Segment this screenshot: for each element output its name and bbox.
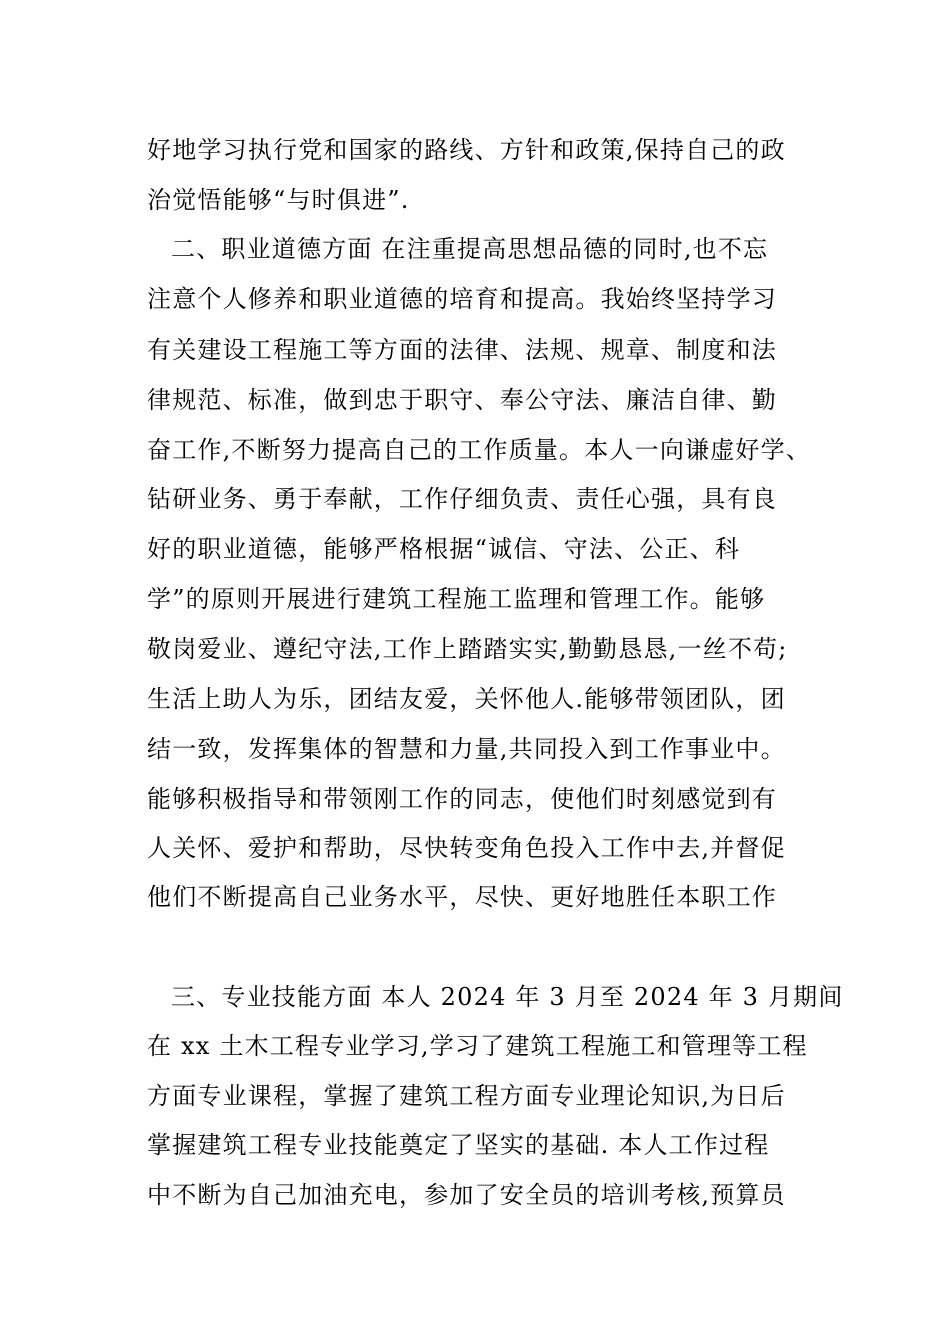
text-line: 他们不断提高自己业务水平，尽快、更好地胜任本职工作 [147,883,777,911]
text-line: 敬岗爱业、遵纪守法,工作上踏踏实实,勤勤恳恳,一丝不苟; [147,635,788,663]
text-line: 学”的原则开展进行建筑工程施工监理和管理工作。能够 [147,585,766,613]
text-line: 注意个人修养和职业道德的培育和提高。我始终坚持学习 [147,285,777,313]
text-line: 中不断为自己加油充电，参加了安全员的培训考核,预算员 [147,1181,786,1209]
text-line: 方面专业课程，掌握了建筑工程方面专业理论知识,为日后 [147,1082,786,1110]
text-line: 结一致，发挥集体的智慧和力量,共同投入到工作事业中。 [147,735,786,763]
text-line: 掌握建筑工程专业技能奠定了坚实的基础. 本人工作过程 [147,1131,770,1159]
text-line: 有关建设工程施工等方面的法律、法规、规章、制度和法 [147,336,777,364]
text-line: 好地学习执行党和国家的路线、方针和政策,保持自己的政 [147,136,786,164]
text-line: 钻研业务、勇于奉献，工作仔细负责、责任心强，具有良 [147,485,777,513]
text-line: 能够积极指导和带领刚工作的同志，使他们时刻感觉到有 [147,785,777,813]
section-heading-line: 二、职业道德方面 在注重提高思想品德的同时,也不忘 [171,235,769,263]
text-line: 生活上助人为乐，团结友爱，关怀他人.能够带领团队，团 [147,685,786,713]
text-line: 律规范、标准，做到忠于职守、奉公守法、廉洁自律、勤 [147,386,777,414]
text-line: 奋工作,不断努力提高自己的工作质量。本人一向谦虚好学、 [147,436,812,464]
section-heading-line: 三、专业技能方面 本人 2024 年 3 月至 2024 年 3 月期间 [171,983,844,1011]
text-line: 好的职业道德，能够严格根据“诚信、守法、公正、科 [147,535,741,563]
text-line: 治觉悟能够“与时俱进”. [147,186,410,214]
text-line: 人关怀、爱护和帮助，尽快转变角色投入工作中去,并督促 [147,834,786,862]
text-line: 在 xx 土木工程专业学习,学习了建筑工程施工和管理等工程 [147,1032,808,1060]
